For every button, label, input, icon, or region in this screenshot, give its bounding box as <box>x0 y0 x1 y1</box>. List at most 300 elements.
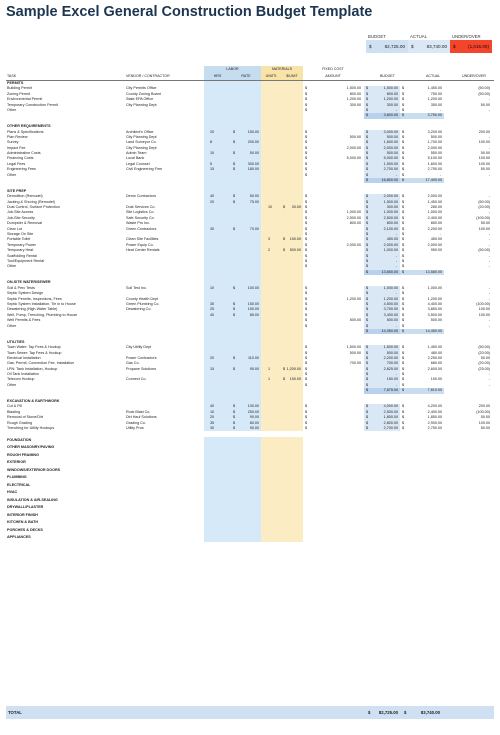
hrs-cell[interactable]: 35 <box>204 421 231 426</box>
currency-symbol: $ <box>402 113 405 118</box>
vendor-cell[interactable]: Green Contractors <box>126 226 157 231</box>
hrs-cell[interactable]: 15 <box>204 167 231 172</box>
blank-cell <box>281 467 303 475</box>
currency-symbol: $ <box>402 194 405 199</box>
task-cell[interactable]: Legal Fees <box>7 161 26 166</box>
currency-symbol: $ <box>402 140 405 145</box>
currency-symbol: $ <box>366 167 369 172</box>
currency-symbol: $ <box>366 415 369 420</box>
task-cell[interactable]: Septic System Installation, Tie in to House <box>7 302 76 307</box>
blank-cell <box>261 512 281 520</box>
currency-symbol: $ <box>366 221 369 226</box>
under-over-cell[interactable]: - <box>488 97 490 102</box>
currency-symbol: $ <box>305 237 308 242</box>
under-over-cell[interactable]: - <box>488 231 490 236</box>
currency-symbol: $ <box>366 350 369 355</box>
actual-cell-value: 500.00 <box>430 134 442 139</box>
currency-symbol: $ <box>369 44 372 49</box>
under-over-cell[interactable]: (50.00) <box>478 199 490 204</box>
currency-symbol: $ <box>305 264 308 269</box>
amount-column-header[interactable]: AMOUNT <box>325 74 341 78</box>
budget-cell-value: 4,000.00 <box>383 404 398 409</box>
units-cell[interactable]: 1 <box>261 367 281 372</box>
task-cell[interactable]: LPN: Tank Installation, Hookup <box>7 366 58 371</box>
currency-symbol: $ <box>402 420 405 425</box>
budget-cell-value: 3,400.00 <box>383 312 398 317</box>
hrs-cell[interactable]: 5 <box>204 162 231 167</box>
under-over-cell[interactable]: (25.00) <box>478 366 490 371</box>
under-over-cell[interactable]: - <box>488 264 490 269</box>
task-cell[interactable]: Gas: Permit, Connection Fee, Installation <box>7 361 75 366</box>
under-over-cell[interactable]: 200.00 <box>478 404 490 409</box>
currency-symbol: $ <box>305 285 308 290</box>
task-cell[interactable]: Clear Lot <box>7 226 22 231</box>
task-cell[interactable]: Septic System Design <box>7 291 44 296</box>
budget-cell-value: 3,000.00 <box>383 129 398 134</box>
under-over-cell[interactable]: - <box>488 285 490 290</box>
blank-cell <box>231 444 261 452</box>
task-cell[interactable]: Dewatering (High-Water Table) <box>7 307 58 312</box>
budget-cell-value: 500.00 <box>386 350 398 355</box>
hrs-cell[interactable]: 30 <box>204 227 231 232</box>
budget-cell-value: - <box>395 172 397 177</box>
currency-symbol: $ <box>366 388 369 393</box>
under-over-cell[interactable]: (20.00) <box>478 204 490 209</box>
rate-cell-value: 150.00 <box>247 302 259 307</box>
under-over-cell[interactable]: - <box>488 145 490 150</box>
blank-cell <box>204 534 231 542</box>
vendor-cell[interactable]: Power Equip Co. <box>126 242 154 247</box>
under-over-cell[interactable]: (20.00) <box>478 361 490 366</box>
currency-symbol: $ <box>366 242 369 247</box>
hrs-cell[interactable]: 10 <box>204 410 231 415</box>
hrs-cell[interactable]: 25 <box>204 307 231 312</box>
currency-symbol: $ <box>305 302 308 307</box>
budget-cell-value: 1,200.00 <box>383 97 398 102</box>
currency-symbol: $ <box>233 161 236 166</box>
under-over-cell[interactable]: - <box>488 323 490 328</box>
task-cell[interactable]: Cut & Fill <box>7 404 22 409</box>
hrs-cell[interactable]: 30 <box>204 426 231 431</box>
vendor-cell[interactable]: Admin Team <box>126 151 147 156</box>
currency-symbol: $ <box>305 102 308 107</box>
under-over-cell[interactable]: 100.00 <box>478 226 490 231</box>
under-over-cell[interactable]: - <box>488 210 490 215</box>
budget-cell-value: - <box>395 231 397 236</box>
under-over-cell[interactable]: (50.00) <box>478 86 490 91</box>
budget-sheet <box>6 66 494 542</box>
fixed-cost-cell-value: 300.00 <box>349 102 361 107</box>
actual-cell-value: 1,450.00 <box>427 345 442 350</box>
under-over-cell[interactable]: - <box>488 291 490 296</box>
vendor-cell[interactable]: County Health Dept <box>126 296 159 301</box>
task-cell[interactable]: Temporary Power <box>7 242 36 247</box>
hrs-column-header[interactable]: HRS <box>204 73 231 80</box>
rate-cell-value: 150.00 <box>247 129 259 134</box>
task-cell[interactable]: Other <box>7 107 17 112</box>
under-over-cell[interactable]: (50.00) <box>478 345 490 350</box>
currency-symbol: $ <box>402 318 405 323</box>
currency-symbol: $ <box>305 377 308 382</box>
under-over-cell[interactable]: - <box>488 296 490 301</box>
under-over-cell[interactable]: 100.00 <box>478 140 490 145</box>
vendor-cell[interactable]: Architect's Office <box>126 129 154 134</box>
blank-cell <box>261 534 281 542</box>
currency-symbol: $ <box>233 355 236 360</box>
task-cell[interactable]: Job-Site Access <box>7 210 34 215</box>
actual-cell-value: - <box>439 172 441 177</box>
currency-symbol: $ <box>305 167 308 172</box>
currency-symbol: $ <box>411 44 414 49</box>
under-over-cell[interactable]: 100.00 <box>478 312 490 317</box>
under-over-cell[interactable]: 100.00 <box>478 420 490 425</box>
under-over-cell[interactable]: 100.00 <box>478 161 490 166</box>
under-over-cell[interactable]: (100.00) <box>476 409 490 414</box>
task-cell[interactable]: Oil Tank Installation <box>7 372 39 377</box>
currency-symbol: $ <box>233 167 236 172</box>
vendor-cell[interactable]: Soil Test Inc. <box>126 285 147 290</box>
currency-symbol: $ <box>402 210 405 215</box>
blank-cell <box>204 437 231 445</box>
blank-cell <box>281 519 303 527</box>
task-cell[interactable]: Jacking & Shoring (Remodel) <box>7 199 55 204</box>
per-unit-column-header[interactable]: $/UNIT <box>281 73 303 80</box>
under-over-cell[interactable]: - <box>488 237 490 242</box>
under-over-cell[interactable]: (100.00) <box>476 302 490 307</box>
units-cell[interactable]: 10 <box>261 205 281 210</box>
blank-cell <box>281 512 303 520</box>
vendor-cell[interactable]: Green Plumbing Co. <box>126 302 160 307</box>
blank-cell <box>204 482 231 490</box>
vendor-cell[interactable]: City Planning Dept <box>126 134 157 139</box>
currency-symbol: $ <box>366 204 369 209</box>
section-header <box>6 467 494 475</box>
currency-symbol: $ <box>402 291 405 296</box>
currency-symbol: $ <box>305 258 308 263</box>
blank-cell <box>231 467 261 475</box>
vendor-cell[interactable]: Connect Co. <box>126 377 147 382</box>
task-cell[interactable]: Temporary Construction Permit <box>7 102 58 107</box>
currency-symbol: $ <box>402 107 405 112</box>
fixed-cost-header: FIXED COST <box>322 67 344 71</box>
currency-symbol: $ <box>305 107 308 112</box>
under-over-cell[interactable]: 50.00 <box>480 102 490 107</box>
currency-symbol: $ <box>305 345 308 350</box>
vendor-cell[interactable]: Local Bank <box>126 156 145 161</box>
under-over-cell[interactable]: 50.00 <box>480 426 490 430</box>
vendor-cell[interactable]: Power Contractors <box>126 355 157 360</box>
task-cell[interactable]: Building Permit <box>7 86 32 91</box>
task-cell[interactable]: Survey <box>7 140 19 145</box>
hrs-cell[interactable]: 20 <box>204 200 231 205</box>
task-cell[interactable]: Storage On Site <box>7 231 34 236</box>
section-header <box>6 504 494 512</box>
currency-symbol: $ <box>305 140 308 145</box>
currency-symbol: $ <box>305 204 308 209</box>
hrs-cell[interactable]: 15 <box>204 367 231 372</box>
task-cell[interactable]: Engineering Fees <box>7 167 36 172</box>
under-over-cell[interactable]: - <box>488 382 490 387</box>
task-cell[interactable]: Blasting <box>7 409 21 414</box>
vendor-cell[interactable]: Gas Co. <box>126 361 140 366</box>
task-cell[interactable]: Electrical Installation <box>7 355 41 360</box>
rate-cell-value: 100.00 <box>247 404 259 409</box>
budget-cell-value: 1,000.00 <box>383 210 398 215</box>
task-cell[interactable]: Soil & Perc Tests <box>7 285 35 290</box>
budget-cell-value: 300.00 <box>386 204 398 209</box>
actual-cell-value: 480.00 <box>430 350 442 355</box>
currency-symbol: $ <box>402 361 405 366</box>
blank-cell <box>261 504 281 512</box>
summary-actual-header: ACTUAL <box>410 34 427 39</box>
vendor-cell[interactable]: Waste Pro Inc. <box>126 221 151 226</box>
fixed-cost-cell-value: 500.00 <box>349 134 361 139</box>
under-over-cell[interactable]: 50.00 <box>480 415 490 420</box>
task-cell[interactable]: Environmental Permit <box>7 97 43 102</box>
vendor-cell[interactable]: Dirt Haul Solutions <box>126 415 157 420</box>
actual-cell-value: 2,900.00 <box>427 420 442 425</box>
task-cell[interactable]: Job-Site Security <box>7 215 35 220</box>
summary-under-over-cell[interactable] <box>450 40 492 53</box>
vendor-cell[interactable]: County Zoning Board <box>126 91 161 96</box>
currency-symbol: $ <box>402 302 405 307</box>
task-cell[interactable]: Well, Pump, Trenching, Plumbing to House <box>7 312 78 317</box>
task-cell[interactable]: Administrative Costs <box>7 151 41 156</box>
currency-symbol: $ <box>402 328 405 333</box>
currency-symbol: $ <box>366 248 369 253</box>
task-cell[interactable]: Plans & Specifications <box>7 129 44 134</box>
actual-cell-value: 1,700.00 <box>427 140 442 145</box>
budget-cell-value: 2,500.00 <box>383 215 398 220</box>
actual-cell-value: 1,200.00 <box>427 97 442 102</box>
rate-cell-value: 180.00 <box>247 167 259 172</box>
task-cell[interactable]: Other <box>7 172 17 177</box>
task-cell[interactable]: Portable Toilet <box>7 237 31 242</box>
currency-symbol: $ <box>305 156 308 161</box>
section-header <box>6 512 494 520</box>
currency-symbol: $ <box>366 178 369 183</box>
under-over-cell[interactable]: (20.00) <box>478 350 490 355</box>
currency-symbol: $ <box>366 420 369 425</box>
vendor-cell[interactable]: Land Surveyor Co. <box>126 140 157 145</box>
budget-cell-value: 800.00 <box>386 221 398 226</box>
under-over-cell[interactable]: - <box>488 194 490 199</box>
vendor-cell[interactable]: City Utility Dept <box>126 345 152 350</box>
fixed-cost-cell-value: 500.00 <box>349 318 361 323</box>
under-over-cell[interactable]: 200.00 <box>478 129 490 134</box>
under-over-cell[interactable]: - <box>488 372 490 377</box>
under-over-cell[interactable]: - <box>488 172 490 177</box>
vendor-cell[interactable]: Civil Engineering Firm <box>126 167 163 172</box>
budget-column-header[interactable]: BUDGET <box>380 74 395 78</box>
hrs-cell[interactable]: 8 <box>204 140 231 145</box>
budget-cell-value: 2,625.00 <box>383 366 398 371</box>
currency-symbol: $ <box>366 312 369 317</box>
vendor-cell[interactable]: Dewatering Co. <box>126 307 152 312</box>
rate-cell-value: 150.00 <box>247 307 259 312</box>
budget-cell-value: 800.00 <box>386 91 398 96</box>
subtotal-budget-value: 7,675.00 <box>383 388 398 393</box>
actual-cell-value: - <box>439 231 441 236</box>
actual-cell-value: 2,600.00 <box>427 366 442 371</box>
actual-column-header[interactable]: ACTUAL <box>426 74 441 78</box>
vendor-cell[interactable]: Dust Services Co. <box>126 204 156 209</box>
task-cell[interactable]: Financing Costs <box>7 156 34 161</box>
task-cell[interactable]: Dumpster & Removal <box>7 221 43 226</box>
currency-symbol: $ <box>366 355 369 360</box>
vendor-cell[interactable]: Propane Solutions <box>126 366 157 371</box>
currency-symbol: $ <box>366 426 369 430</box>
blank-cell <box>204 474 231 482</box>
hrs-cell[interactable]: 40 <box>204 194 231 199</box>
vendor-cell[interactable]: Heat Center Rentals <box>126 248 160 253</box>
task-cell[interactable]: Plan Review <box>7 134 28 139</box>
currency-symbol: $ <box>305 291 308 296</box>
vendor-cell[interactable]: Safe Security Co. <box>126 215 155 220</box>
task-cell[interactable]: Impact Fee <box>7 145 26 150</box>
task-cell[interactable]: Septic Permits, Inspections, Fees <box>7 296 62 301</box>
units-cell[interactable]: 2 <box>261 248 281 253</box>
task-cell[interactable]: Town Water: Tap Fees & Hookup <box>7 345 61 350</box>
hrs-cell[interactable]: 20 <box>204 130 231 135</box>
task-cell[interactable]: Rough Grading <box>7 420 33 425</box>
hrs-cell[interactable]: 40 <box>204 313 231 318</box>
currency-symbol: $ <box>402 350 405 355</box>
vendor-cell[interactable]: Site Logistics Co. <box>126 210 155 215</box>
task-column-header[interactable]: TASK <box>7 74 17 78</box>
vendor-cell[interactable]: City Permits Office <box>126 86 157 91</box>
currency-symbol: $ <box>402 345 405 350</box>
currency-symbol: $ <box>233 404 236 409</box>
task-cell[interactable]: Other <box>7 264 17 269</box>
blank-cell <box>281 504 303 512</box>
budget-cell-value: 150.00 <box>386 377 398 382</box>
task-cell[interactable]: Telecom Hookup <box>7 377 35 382</box>
under-over-cell[interactable]: (100.00) <box>476 215 490 220</box>
under-over-cell[interactable]: 50.00 <box>480 355 490 360</box>
currency-symbol: $ <box>305 134 308 139</box>
vendor-cell[interactable]: Rock Blast Co. <box>126 409 151 414</box>
under-over-cell[interactable]: - <box>488 253 490 258</box>
summary-actual-value: 83,740.00 <box>426 44 447 49</box>
section-title: DRYWALL/PLASTER <box>7 505 44 510</box>
under-over-cell[interactable]: - <box>488 107 490 112</box>
vendor-cell[interactable]: Legal Counsel <box>126 161 150 166</box>
under-over-cell[interactable]: - <box>488 242 490 247</box>
task-cell[interactable]: Trenching for Utility Hookups <box>7 426 55 430</box>
vendor-cell[interactable]: Utility Pros <box>126 426 144 430</box>
task-cell[interactable]: Temporary Heat <box>7 248 34 253</box>
under-over-column-header[interactable]: UNDER/OVER <box>462 74 486 78</box>
blank-cell <box>231 519 261 527</box>
summary-budget-value: 82,725.00 <box>384 44 405 49</box>
currency-symbol: $ <box>305 323 308 328</box>
currency-symbol: $ <box>402 242 405 247</box>
hrs-cell[interactable]: 10 <box>204 286 231 291</box>
budget-cell-value: 1,800.00 <box>383 415 398 420</box>
under-over-cell[interactable]: - <box>488 134 490 139</box>
currency-symbol: $ <box>453 44 456 49</box>
rate-cell-value: 90.00 <box>249 415 259 420</box>
section-title: APPLIANCES <box>7 535 31 540</box>
task-cell[interactable]: Removal of Stone/Dirt <box>7 415 44 420</box>
fixed-cost-cell-value: 1,000.00 <box>346 210 361 215</box>
under-over-cell[interactable]: 100.00 <box>478 307 490 312</box>
currency-symbol: $ <box>366 372 369 377</box>
rate-column-header[interactable]: RATE <box>231 73 261 80</box>
under-over-cell[interactable]: - <box>488 318 490 323</box>
under-over-cell[interactable]: 50.00 <box>480 151 490 156</box>
vendor-cell[interactable]: City Planning Dept <box>126 145 157 150</box>
currency-symbol: $ <box>283 366 286 371</box>
hrs-cell[interactable]: 40 <box>204 404 231 409</box>
currency-symbol: $ <box>402 388 405 393</box>
hrs-cell[interactable]: 20 <box>204 415 231 420</box>
section-header <box>6 519 494 527</box>
currency-symbol: $ <box>402 215 405 220</box>
currency-symbol: $ <box>233 409 236 414</box>
hrs-cell[interactable]: 10 <box>204 151 231 156</box>
task-cell[interactable]: Dust Control, Surface Protection <box>7 204 60 209</box>
task-cell[interactable]: Tool/Equipment Rental <box>7 258 45 263</box>
under-over-cell[interactable]: 100.00 <box>478 156 490 161</box>
units-column-header[interactable]: UNITS <box>261 73 281 80</box>
hrs-cell[interactable]: 30 <box>204 302 231 307</box>
under-over-cell[interactable]: 50.00 <box>480 167 490 172</box>
task-cell[interactable]: Town Sewer: Tap Fees & Hookup <box>7 350 62 355</box>
task-cell[interactable]: Scaffolding Rental <box>7 253 37 258</box>
rate-cell-value: 90.00 <box>249 426 259 430</box>
under-over-cell[interactable]: - <box>488 377 490 382</box>
vendor-cell[interactable]: Grading Co. <box>126 420 146 425</box>
blank-cell <box>231 474 261 482</box>
under-over-cell[interactable]: - <box>488 258 490 263</box>
subtotal-budget-value: 3,800.00 <box>383 113 398 118</box>
task-cell[interactable]: Other <box>7 382 17 387</box>
vendor-cell[interactable]: State EPA Office <box>126 97 154 102</box>
blank-cell <box>204 527 231 535</box>
currency-symbol: $ <box>305 91 308 96</box>
units-cell[interactable]: 1 <box>261 377 281 382</box>
vendor-column-header[interactable]: VENDOR / CONTRACTOR <box>126 74 170 78</box>
units-cell[interactable]: 3 <box>261 237 281 242</box>
vendor-cell[interactable]: City Planning Dept <box>126 102 157 107</box>
sheet-rows <box>6 81 494 542</box>
under-over-cell[interactable]: (50.00) <box>478 91 490 96</box>
task-cell[interactable]: Zoning Permit <box>7 91 30 96</box>
vendor-cell[interactable]: Clean Site Facilities <box>126 237 159 242</box>
actual-cell-value: 1,000.00 <box>427 210 442 215</box>
task-cell[interactable]: Well Permits & Fees <box>7 318 41 323</box>
currency-symbol: $ <box>402 366 405 371</box>
actual-cell-value: 550.00 <box>430 151 442 156</box>
summary-budget-cell[interactable] <box>366 40 408 53</box>
budget-cell-value: 1,500.00 <box>383 86 398 91</box>
currency-symbol: $ <box>305 231 308 236</box>
task-cell[interactable]: Demolition (Remodel) <box>7 194 43 199</box>
summary-actual-cell[interactable] <box>408 40 450 53</box>
task-cell[interactable]: Other <box>7 323 17 328</box>
hrs-cell[interactable]: 20 <box>204 356 231 361</box>
blank-cell <box>261 474 281 482</box>
under-over-cell[interactable]: (50.00) <box>478 248 490 253</box>
fixed-cost-cell-value: 1,500.00 <box>346 345 361 350</box>
budget-cell-value: - <box>395 291 397 296</box>
under-over-cell[interactable]: 50.00 <box>480 221 490 226</box>
budget-cell-value: 2,700.00 <box>383 167 398 172</box>
currency-symbol: $ <box>366 361 369 366</box>
vendor-cell[interactable]: Demo Contractors <box>126 194 156 199</box>
